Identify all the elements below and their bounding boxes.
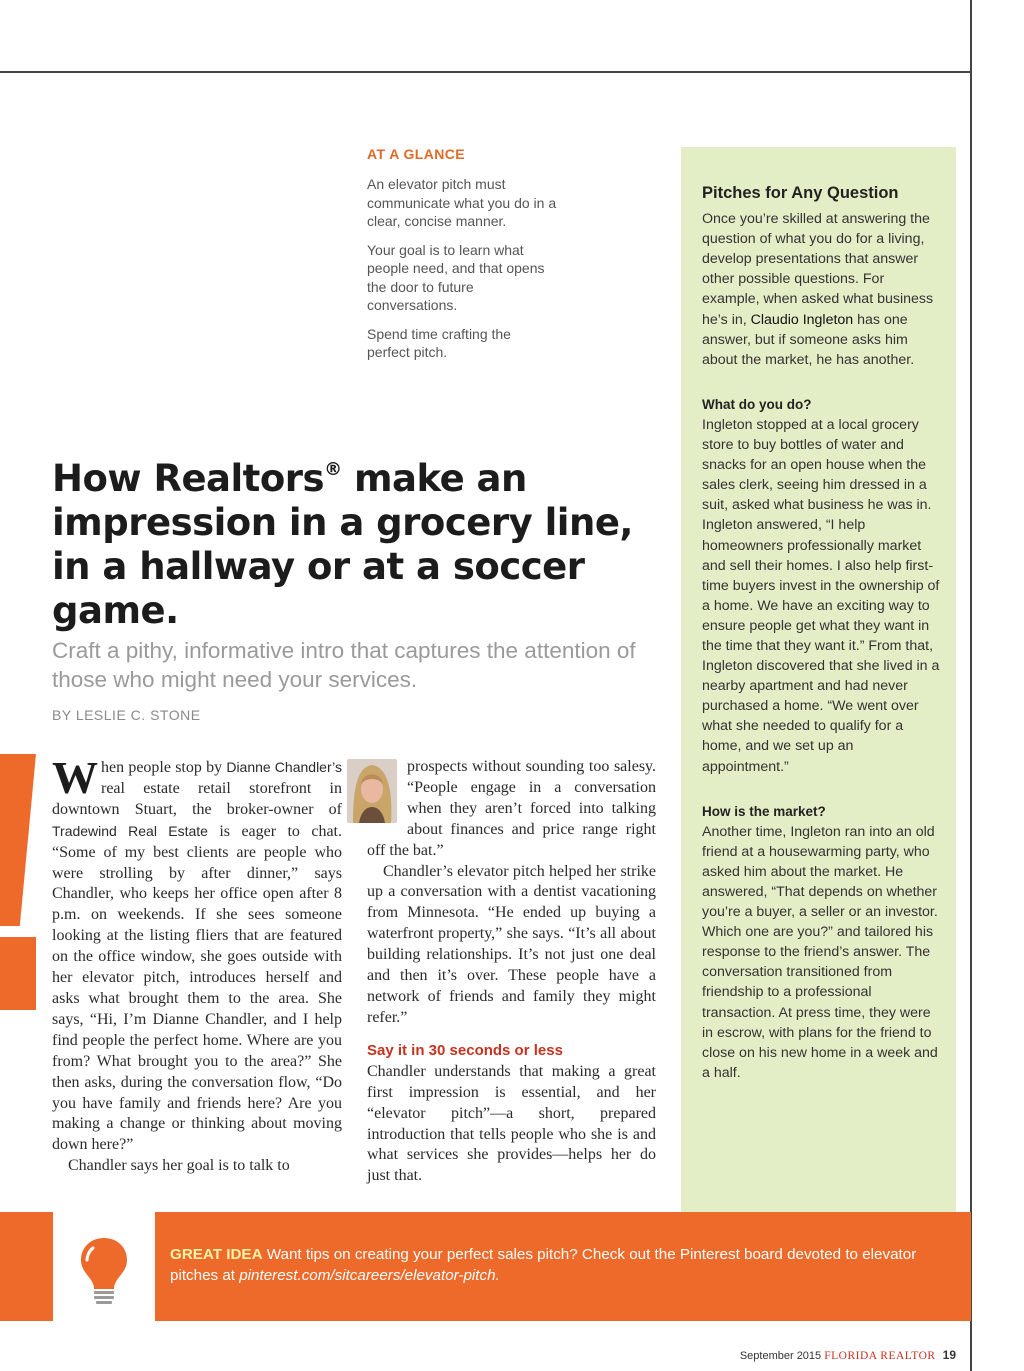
page-number: 19 <box>942 1348 956 1362</box>
registered-mark: ® <box>324 459 342 480</box>
article-column-1 <box>52 752 342 1177</box>
glance-point: Your goal is to learn what people need, and that opens the door to future conversations. <box>367 241 545 313</box>
paragraph-continued: prospects without sounding too salesy. “People engage in a conversation when they aren’t forced into talking about finances and price range right off the bat.” <box>367 758 656 859</box>
exclamation-accent <box>0 754 36 926</box>
paragraph: Chandler’s elevator pitch helped her strike up a conversation with a dentist vacationing from Minnesota. “He ended up buying a waterfront property,” she says. “It’s all about building relationships. It’s not just one deal and then it’s over. These people have a network of friends and family they might refer.” <box>367 862 656 1026</box>
author-photo <box>347 759 397 823</box>
top-rule <box>0 71 972 73</box>
text-run: Want tips on creating your perfect sales pitch? Check out the Pinterest board devoted to elevator pitches at <box>170 1246 917 1284</box>
sidebar-title: Pitches for Any Question <box>702 184 899 202</box>
glance-heading: AT A GLANCE <box>367 146 465 162</box>
article-column-2 <box>367 757 656 1187</box>
deck: Craft a pithy, informative intro that captures the attention of those who might need your services. <box>52 638 636 692</box>
paragraph <box>52 752 342 1156</box>
sidebar-box <box>681 147 956 1212</box>
glance-point: Spend time crafting the perfect pitch. <box>367 325 511 360</box>
text-run: real estate retail storefront in downtown Stuart, the broker-owner of <box>52 779 342 818</box>
lightbulb-icon <box>53 1212 155 1321</box>
drop-cap: W <box>52 752 98 803</box>
pinterest-link[interactable]: pinterest.com/sitcareers/elevator-pitch. <box>239 1267 500 1284</box>
section-subhead: Say it in 30 seconds or less <box>367 1041 563 1059</box>
sidebar-question: What do you do? <box>702 396 812 412</box>
text-run: hen people stop by <box>101 759 227 776</box>
paragraph: Chandler says her goal is to talk to <box>68 1157 290 1175</box>
text-run: is eager to chat. “Some of my best clients are people who were strolling by after dinner,” says Chandler, who keeps her office open after 8 p.m. on weekends. If she sees someone looking at the listing fliers that are featured on the office window, she goes outside with her elevator pitch, introduces herself and asks what brought them to the area. She says, “Hi, I’m Dianne Chandler, and I help find people the perfect home. Where are you from? What brought you to the area?” She then asks, during the conversation flow, “Do you have family and friends here? Are you making a change or thinking about moving down here?” <box>52 822 342 1154</box>
issue-date: September 2015 <box>739 1350 822 1362</box>
headline-part: make an impression in a grocery line, in a hallway or at a soccer game. <box>52 457 633 632</box>
magazine-name: FLORIDA REALTOR <box>824 1350 936 1362</box>
page-footer <box>740 1348 956 1362</box>
text-run: has one answer, but if someone asks him about the market, he has another. <box>702 311 915 368</box>
right-rule <box>970 0 972 1371</box>
banner-lead: GREAT IDEA <box>170 1246 263 1263</box>
headline <box>52 448 662 633</box>
sidebar-answer: Another time, Ingleton ran into an old friend at a housewarming party, who asked him about the market. He answered, “That depends on whether you’re a buyer, a seller or an investor. Which one are you?” and tailored his response to the friend’s answer. The conversation transitioned from friendship to a professional transaction. At press time, they were in escrow, with plans for the friend to close on his new home in a week and a half. <box>702 823 938 1081</box>
sidebar-content <box>702 183 942 1083</box>
exclamation-accent-dot <box>0 937 36 1010</box>
text-run: Once you’re skilled at answering the question of what you do for a living, develop presentations that answer other possible questions. For example, when asked what business he’s in, <box>702 211 934 328</box>
company-name: Tradewind Real Estate <box>52 822 208 839</box>
sidebar-intro <box>702 209 942 370</box>
person-name: Dianne Chandler’s <box>226 759 342 775</box>
headline-part: How Realtors <box>52 457 325 500</box>
byline: BY LESLIE C. STONE <box>52 707 201 723</box>
at-a-glance <box>367 146 557 372</box>
lightbulb-icon-box <box>53 1212 155 1321</box>
sidebar-answer: Ingleton stopped at a local grocery store to buy bottles of water and snacks for an open house when the sales clerk, seeing him dressed in a suit, asked what business he was in. Ingleton answered, “I help homeowners professionally market and sell their homes. I also help first-time buyers invest in the ownership of a home. We have an exciting way to ensure people get what they want in the time that they want it.” From that, Ingleton discovered that she lived in a nearby apartment and had never purchased a home. “We went over what she needed to qualify for a home, and we set up an appointment.” <box>702 416 940 775</box>
banner-text <box>170 1244 940 1286</box>
sidebar-question: How is the market? <box>702 803 826 819</box>
paragraph: Chandler understands that making a great first impression is essential, and her “elevator pitch”—a short, prepared introduction that tells people who she is and what services she provides—helps her do just that. <box>367 1062 656 1185</box>
glance-point: An elevator pitch must communicate what you do in a clear, concise manner. <box>367 176 557 229</box>
person-name: Claudio Ingleton <box>750 311 854 328</box>
